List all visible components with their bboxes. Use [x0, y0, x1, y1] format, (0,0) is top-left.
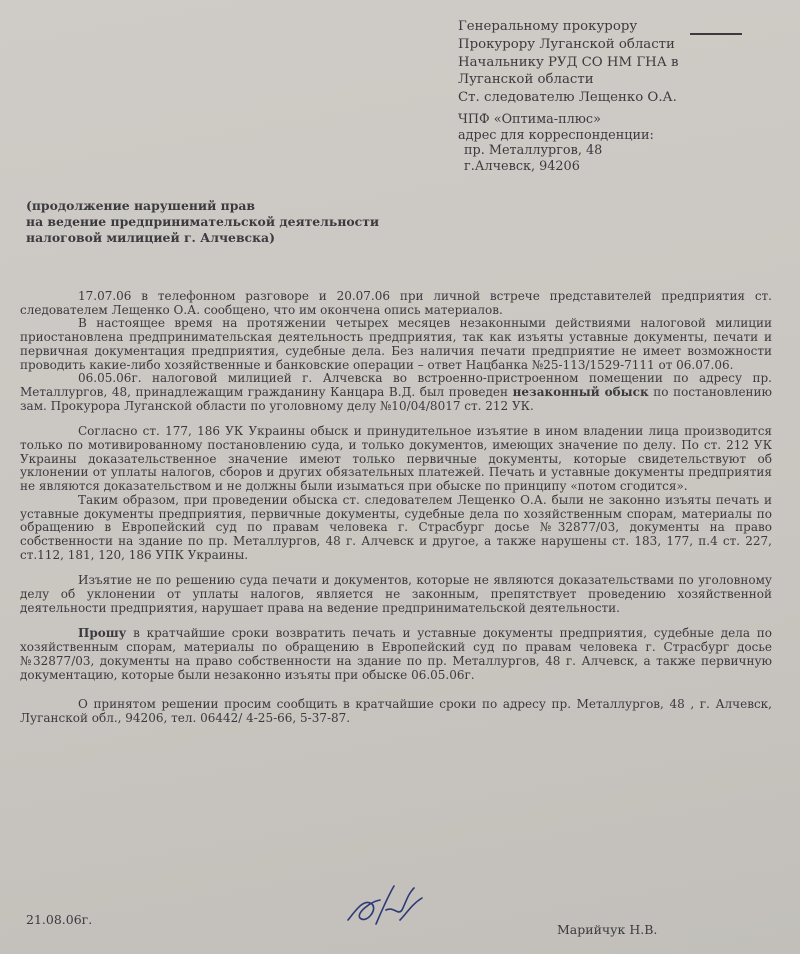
document-date: 21.08.06г. [26, 912, 93, 927]
heading-line: на ведение предпринимательской деятельности [26, 214, 380, 229]
signer-name: Марийчук Н.В. [557, 922, 658, 937]
sender-city: г.Алчевск, 94206 [464, 158, 580, 174]
paragraph-8: О принятом решении просим сообщить в кратчайшие сроки по адресу пр. Металлургов, 48 , г. Алчевск, Луганской обл., 94206, тел. 06442/ 4-25-66, 5-37-87. [20, 697, 772, 725]
addressee-line: Ст. следователю Лещенко О.А. [458, 90, 677, 106]
blank-dash-line [690, 33, 742, 35]
sender-address-label: адрес для корреспонденции: [458, 127, 654, 143]
sender-street: пр. Металлургов, 48 [464, 143, 603, 159]
addressee-block [458, 18, 788, 107]
paragraph-2: В настоящее время на протяжении четырех месяцев незаконными действиями налоговой милиции приостановлена предпринимательская деятельность предприятия, так как изъяты уставные документы, печати и первичная документация предприятия, судебные дела. Без наличия печати предприятие не имеет возможности проводить какие-либо хозяйственные и банковские операции – ответ Нацбанка №25-113/1529-7111 от 06.07.06. [20, 316, 772, 372]
paragraph-6: Изъятие не по решению суда печати и документов, которые не являются доказательствами по уголовному делу об уклонении от уплаты налогов, является не законным, препятствует проведению хозяйственной деятельности предприятия, нарушает права на ведение предпринимательской деятельности. [20, 573, 772, 615]
heading-line: налоговой милицией г. Алчевска) [26, 230, 275, 245]
paragraph-1: 17.07.06 в телефонном разговоре и 20.07.06 при личной встрече представителей предприятия ст. следователем Лещенко О.А. сообщено, что им окончена опись материалов. [20, 289, 772, 317]
sender-block [458, 112, 788, 174]
addressee-line: Прокурору Луганской области [458, 36, 675, 52]
heading-line: (продолжение нарушений прав [26, 198, 255, 213]
illegal-search-bold: незаконный обыск [512, 384, 649, 399]
paragraph-3 [20, 372, 772, 413]
paragraph-3-text: 06.05.06г. налоговой милицией г. Алчевска во встроенно-пристроенном помещении по адресу пр. Металлургов, 48, принадлежащим гражданину Канцара В.Д. был проведен [20, 371, 772, 399]
request-bold: Прошу [78, 626, 127, 641]
document-body [20, 290, 772, 726]
handwritten-signature [342, 880, 428, 932]
addressee-line: Луганской области [458, 72, 594, 88]
paragraph-3-text-end: по постановлению зам. Прокурора Луганской области по уголовному делу №10/04/8017 ст. 212 УК. [20, 384, 772, 413]
document-heading [26, 198, 526, 246]
addressee-line: Начальнику РУД СО НМ ГНА в [458, 54, 679, 70]
paragraph-7 [20, 627, 772, 682]
addressee-line: Генеральному прокурору [458, 19, 638, 34]
paragraph-4: Согласно ст. 177, 186 УК Украины обыск и принудительное изъятие в ином владении лица производится только по мотивированному постановлению суда, и только документов, имеющих значение по делу. По ст. 212 УК Украины доказательственное значение имеют только первичные документы, которые свидетельствуют об уклонении от уплаты налогов, сборов и других обязательных платежей. Печать и уставные документы предприятия не являются доказательством и не должны были изыматься при обыске по принципу «потом сгодится». [20, 424, 772, 494]
paragraph-7-text: в кратчайшие сроки возвратить печать и уставные документы предприятия, судебные дела по хозяйственным спорам, материалы по обращению в Европейский суд по правам человека г. Страсбург досье №32877/03, документы на право собственности на здание по пр. Металлургов, 48 г. Алчевск, а также первичную документацию, которые были незаконно изъяты при обыске 06.05.06г. [20, 626, 772, 682]
sender-name: ЧПФ «Оптима-плюс» [458, 112, 601, 127]
paragraph-5: Таким образом, при проведении обыска ст. следователем Лещенко О.А. были не законно изъяты печать и уставные документы предприятия, первичные документы, судебные дела по хозяйственным спорам, материалы по обращению в Европейский суд по правам человека г. Страсбург досье №32877/03, документы на право собственности на здание по пр. Металлургов, 48 г. Алчевск и другое, а также нарушены ст. 183, 177, п.4 ст. 227, ст.112, 181, 120, 186 УПК Украины. [20, 492, 772, 562]
